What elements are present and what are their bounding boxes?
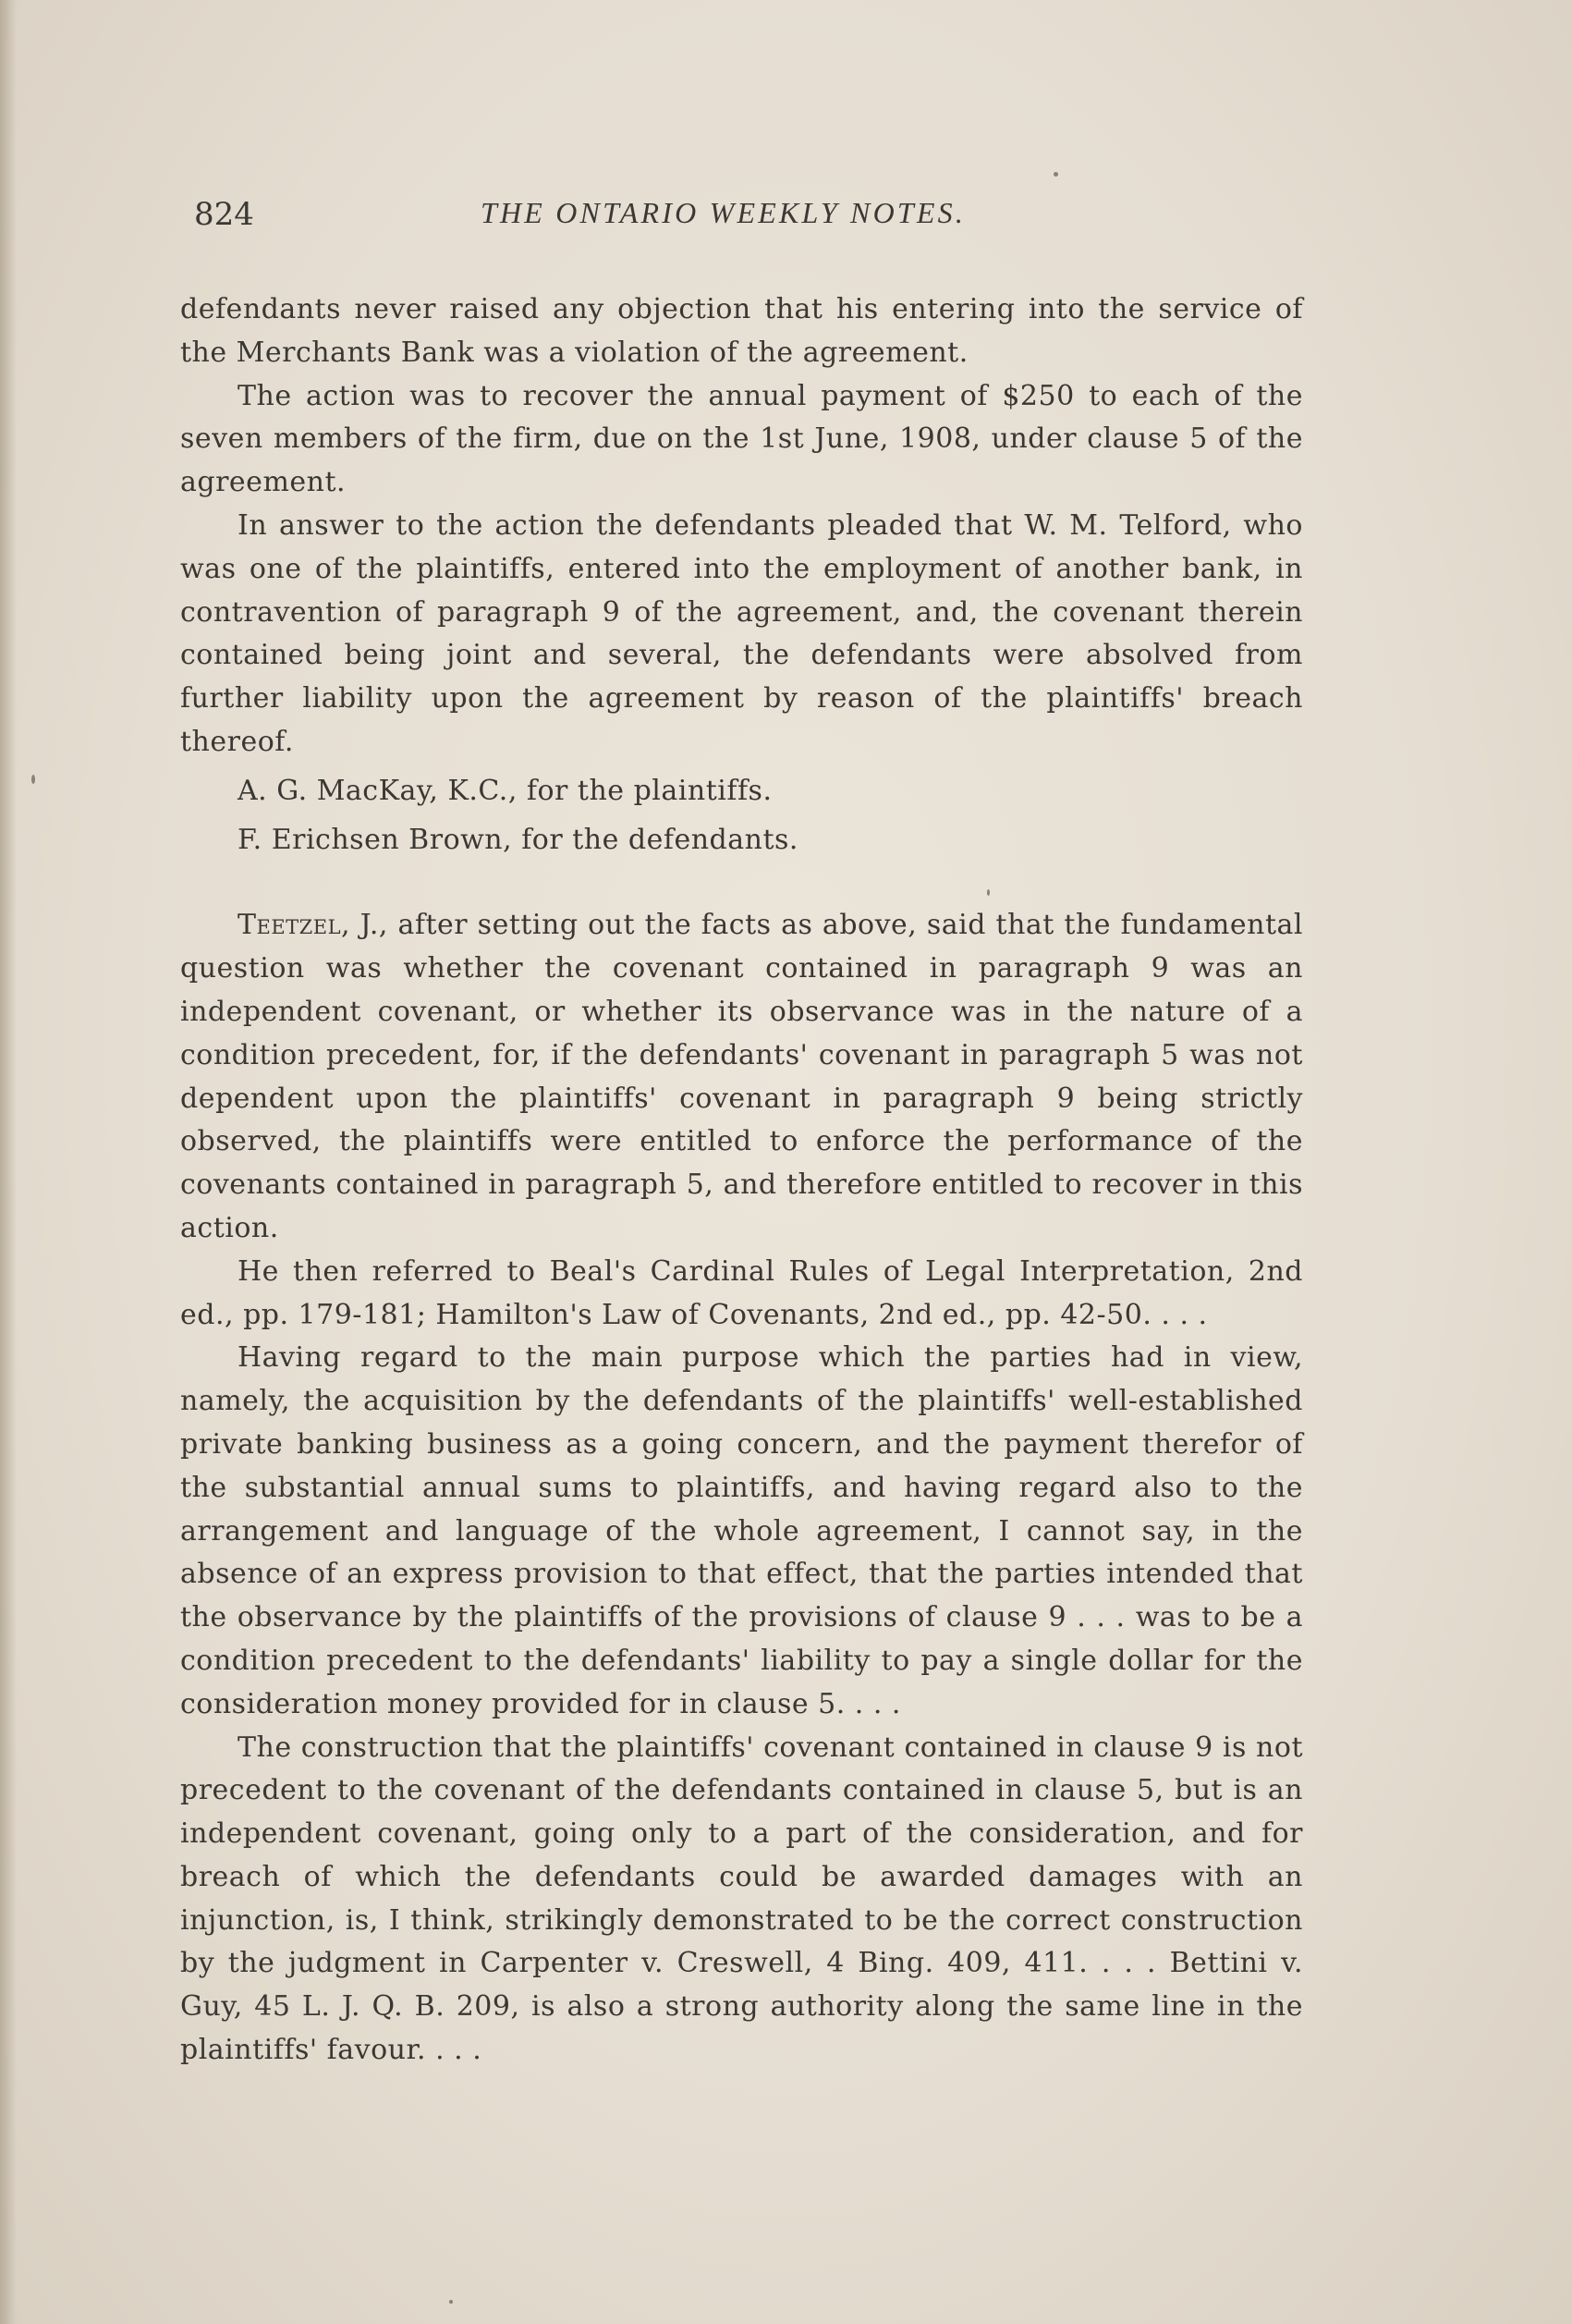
paragraph-judgment [180,904,1303,1250]
paragraph-construction: The construction that the plaintiffs' covenant contained in clause 9 is not precedent to the covenant of the defendants contained in clause 5, but is an independent covenant, going only to a part of the consideration, and for breach of which the defendants could be awarded damages with an injunction, is, I think, strikingly demonstrated to be the correct construction by the judgment in Carpenter v. Creswell, 4 Bing. 409, 411. . . . Bettini v. Guy, 45 L. J. Q. B. 209, is also a strong authority along the same line in the plaintiffs' favour. . . . [180,1731,1303,2067]
paragraph-referred: He then referred to Beal's Cardinal Rules of Legal Interpretation, 2nd ed., pp. 179-181; Hamilton's Law of Covenants, 2nd ed., pp. 42-50. . . . [180,1254,1303,1331]
paper-speck [987,889,990,896]
paragraph-having-regard: Having regard to the main purpose which the parties had in view, namely, the acquisition by the defendants of the plaintiffs' well-established private banking business as a going concern, and the payment therefor of the substantial annual sums to plaintiffs, and having regard also to the arrangement and language of the whole agreement, I cannot say, in the absence of an express provision to that effect, that the parties intended that the observance by the plaintiffs of the provisions of clause 9 . . . was to be a condition precedent to the defendants' liability to pay a single dollar for the consideration money provided for in clause 5. . . . [180,1341,1303,1720]
paper-speck [31,775,35,784]
paper-speck [1054,172,1058,177]
paragraph-continuation: defendants never raised any objection that his entering into the service of the Merchants Bank was a violation of the agreement. [180,293,1303,369]
page-number: 824 [194,196,254,233]
body-text [180,288,1303,2073]
running-head: THE ONTARIO WEEKLY NOTES. [481,196,967,229]
page-gutter-shadow [0,0,17,2324]
paragraph-action: The action was to recover the annual payment of $250 to each of the seven members of the firm, due on the 1st June, 1908, under clause 5 of the agreement. [180,379,1303,499]
counsel-plaintiffs: A. G. MacKay, K.C., for the plaintiffs. [238,774,773,807]
judgment-text: , after setting out the facts as above, said that the fundamental question was whether the covenant contained in paragraph 9 was an independent covenant, or whether its observance was in the nature of a condition precedent, for, if the defendants' covenant in paragraph 5 was not dependent upon the plaintiffs' covenant in paragraph 9 being strictly observed, the plaintiffs were entitled to enforce the performance of the covenants contained in paragraph 5, and therefore entitled to recover in this action. [180,909,1303,1244]
counsel-defendants: F. Erichsen Brown, for the defendants. [238,823,798,856]
judge-name: Teetzel, J. [238,909,379,942]
paper-speck [449,2300,453,2304]
page-header [194,196,1303,242]
paragraph-answer: In answer to the action the defendants pleaded that W. M. Telford, who was one of the plaintiffs, entered into the employment of another bank, in contravention of paragraph 9 of the agreement, and, the covenant therein contained being joint and several, the defendants were absolved from further liability upon the agreement by reason of the plaintiffs' breach thereof. [180,508,1303,758]
